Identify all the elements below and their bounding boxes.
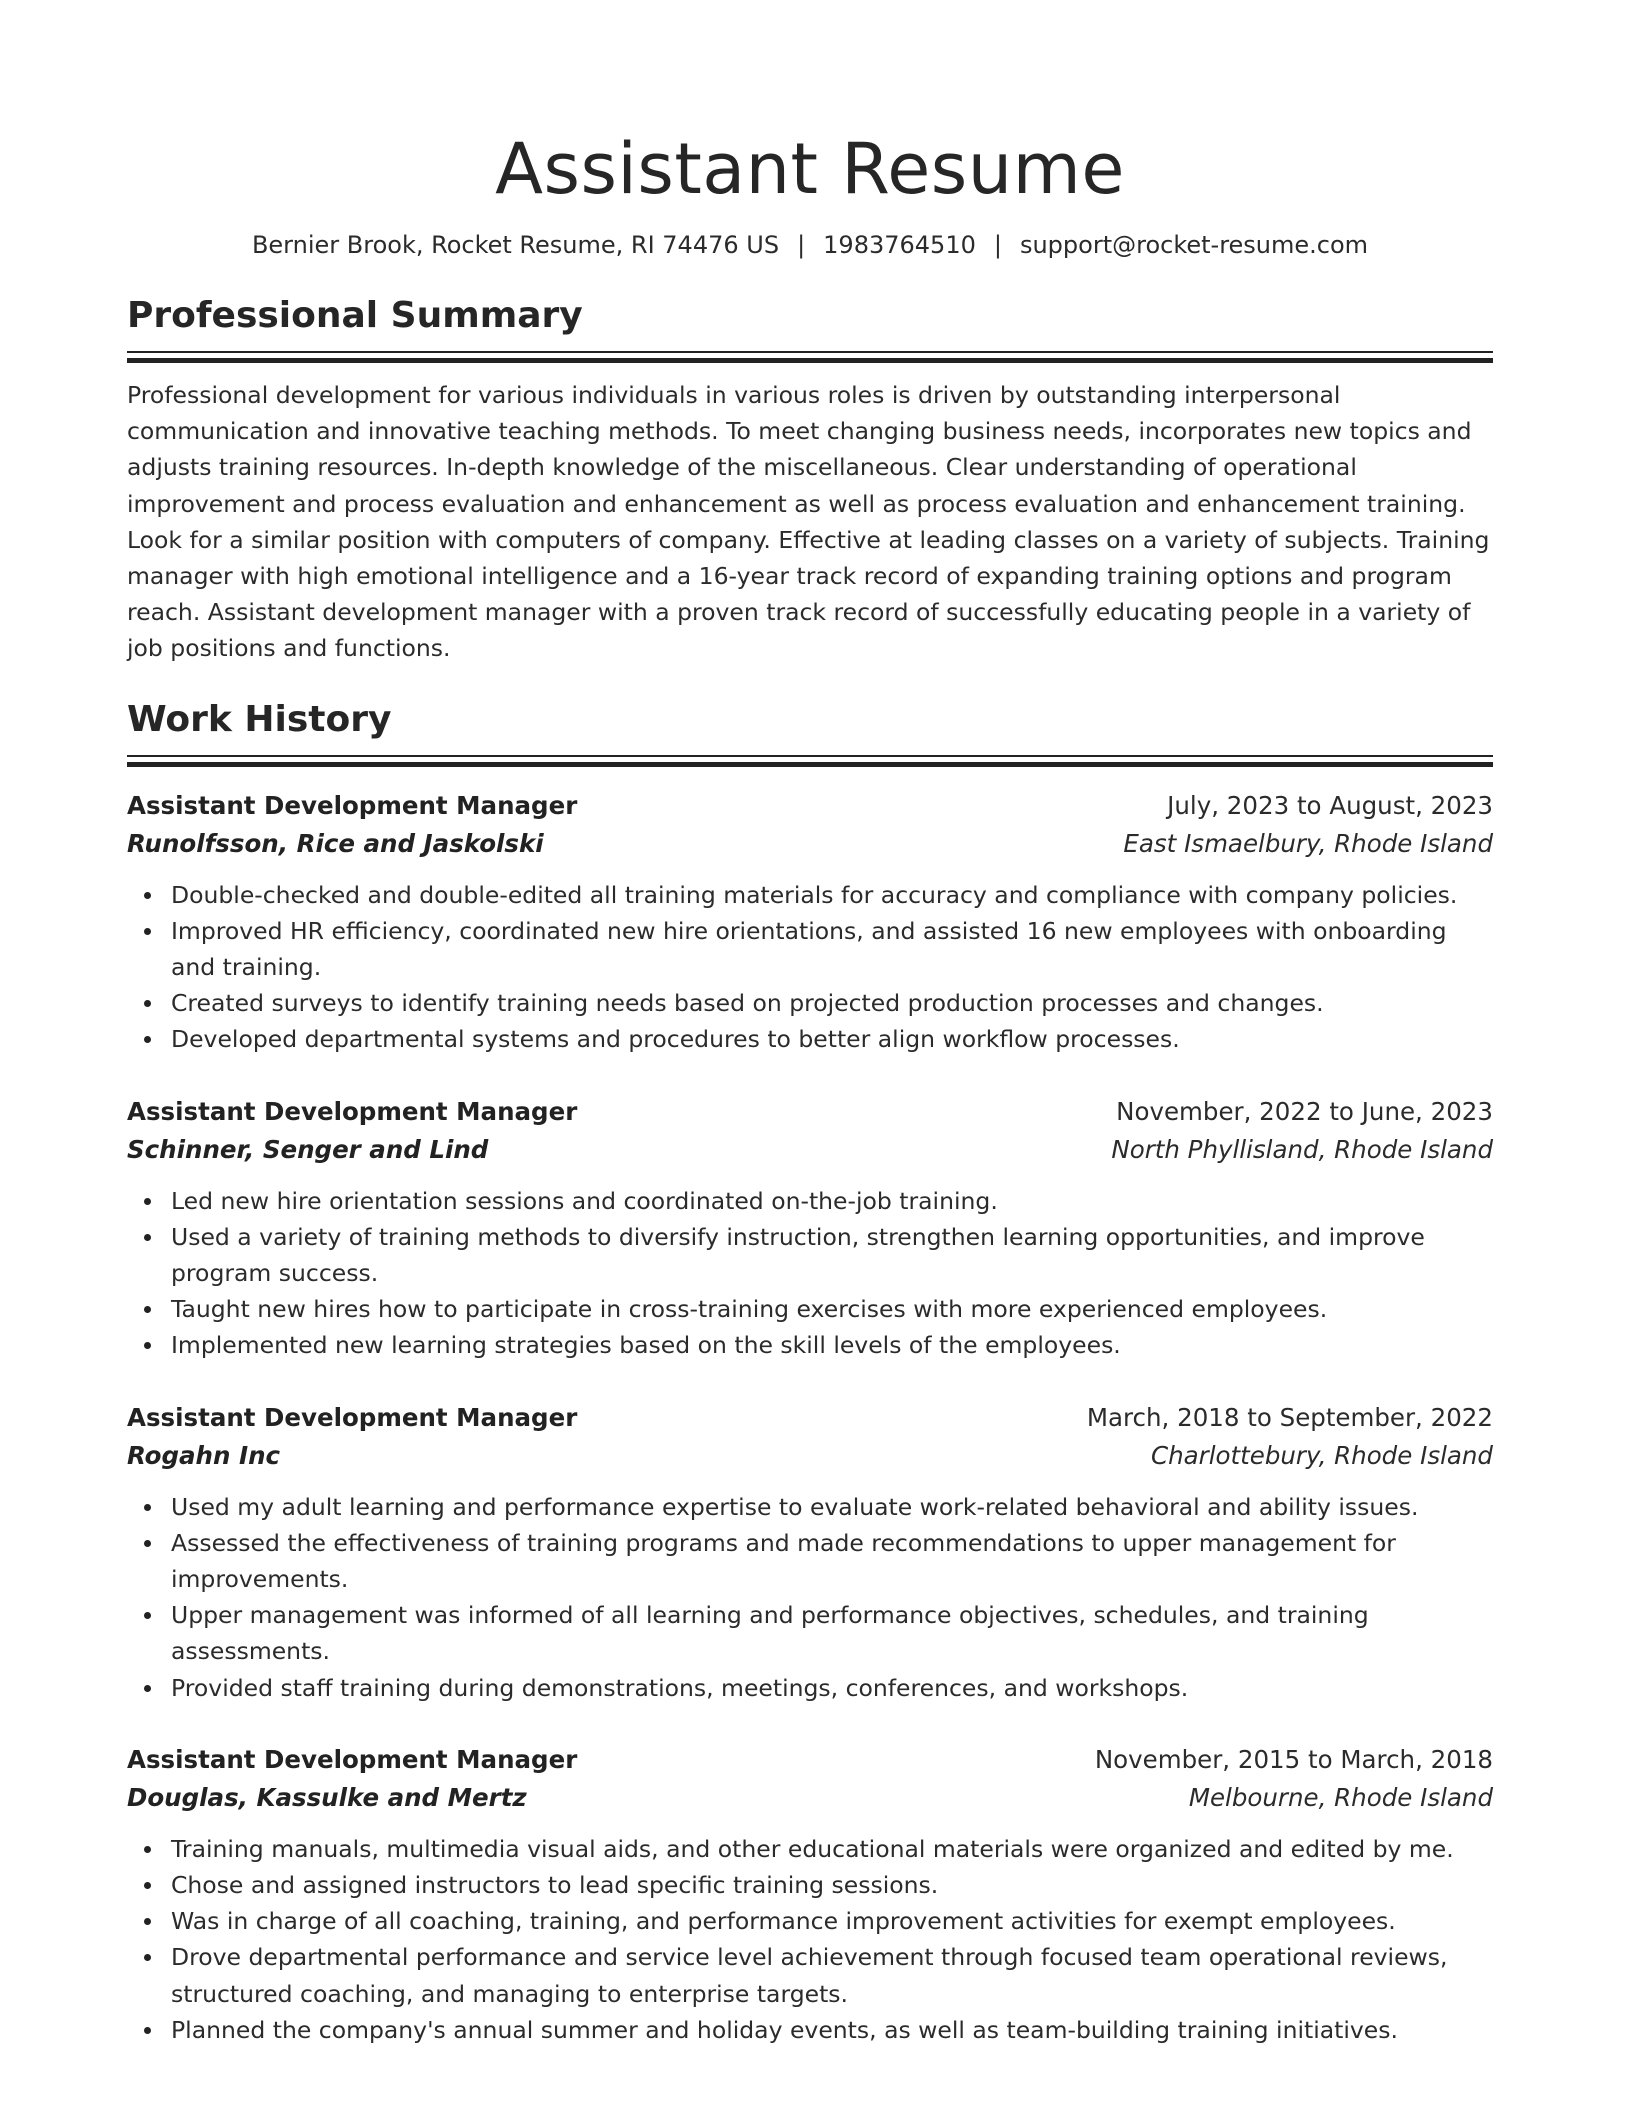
bullet-dot [144, 1882, 151, 1889]
job-subheader-row [127, 825, 1493, 863]
bullet-dot [144, 928, 151, 935]
bullet-dot [144, 1342, 151, 1349]
job-entry [127, 787, 1493, 1058]
job-bullet [127, 1831, 1493, 1867]
bullet-dot [144, 1198, 151, 1205]
job-bullet-text: Developed departmental systems and procedures to better align workflow processes. [171, 1025, 1180, 1054]
summary-paragraph: Professional development for various individuals in various roles is driven by outstanding interpersonal communication and innovative teaching methods. To meet changing business needs, incorporates new topics and adjusts training resources. In-depth knowledge of the miscellaneous. Clear understanding of operational improvement and process evaluation and enhancement as well as process evaluation and enhancement training. Look for a similar position with computers of company. Effective at leading classes on a variety of subjects. Training manager with high emotional intelligence and a 16-year track record of expanding training options and program reach. Assistant development manager with a proven track record of successfully educating people in a variety of job positions and functions. [127, 381, 1490, 663]
job-bullet-text: Training manuals, multimedia visual aids, and other educational materials were organized and edited by me. [171, 1834, 1454, 1863]
job-bullet [127, 1597, 1493, 1669]
resume-page [127, 0, 1493, 2048]
job-location: North Phyllisland, Rhode Island [1111, 1134, 1493, 1164]
job-bullets [127, 1489, 1493, 1706]
job-bullet [127, 1939, 1493, 2011]
job-location: Charlottebury, Rhode Island [1151, 1440, 1493, 1470]
job-title: Assistant Development Manager [127, 1744, 578, 1774]
job-bullet-text: Upper management was informed of all learning and performance objectives, schedules, and training assessments. [171, 1601, 1369, 1666]
job-bullet-text: Created surveys to identify training needs based on projected production processes and changes. [171, 989, 1324, 1018]
job-bullets [127, 1183, 1493, 1364]
professional-summary-section [127, 293, 1493, 667]
resume-name: Assistant Resume [495, 128, 1125, 210]
job-bullet-text: Was in charge of all coaching, training, and performance improvement activities for exempt employees. [171, 1907, 1396, 1936]
bullet-dot [144, 2027, 151, 2034]
job-subheader-row [127, 1779, 1493, 1817]
job-bullet [127, 913, 1493, 985]
job-bullet [127, 1670, 1493, 1706]
section-rule-thick [127, 358, 1493, 363]
job-dates: November, 2015 to March, 2018 [1094, 1744, 1493, 1774]
job-dates: March, 2018 to September, 2022 [1086, 1402, 1493, 1432]
job-header-row [127, 787, 1493, 825]
contact-email: support@rocket-resume.com [1019, 231, 1369, 259]
bullet-dot [144, 1685, 151, 1692]
job-bullet [127, 1021, 1493, 1057]
job-entry [127, 1093, 1493, 1364]
job-bullet [127, 1867, 1493, 1903]
job-bullet-text: Planned the company's annual summer and holiday events, as well as team-building training initiatives. [171, 2015, 1398, 2044]
section-title-summary: Professional Summary [127, 295, 583, 336]
job-location: East Ismaelbury, Rhode Island [1123, 828, 1493, 858]
job-header-row [127, 1093, 1493, 1131]
job-dates: November, 2022 to June, 2023 [1116, 1096, 1493, 1126]
job-dates: July, 2023 to August, 2023 [1167, 790, 1493, 820]
job-bullet [127, 1327, 1493, 1363]
bullet-dot [144, 1306, 151, 1313]
job-bullet [127, 1183, 1493, 1219]
contact-phone: 1983764510 [823, 231, 976, 259]
job-bullet [127, 1219, 1493, 1291]
bullet-dot [144, 1000, 151, 1007]
job-bullet-text: Provided staff training during demonstrations, meetings, conferences, and workshops. [171, 1673, 1189, 1702]
job-title: Assistant Development Manager [127, 1096, 578, 1126]
job-bullet [127, 1291, 1493, 1327]
bullet-dot [144, 1036, 151, 1043]
job-header-row [127, 1399, 1493, 1437]
job-bullet-text: Taught new hires how to participate in cross-training exercises with more experienced employees. [171, 1295, 1328, 1324]
job-bullet-text: Improved HR efficiency, coordinated new hire orientations, and assisted 16 new employees with onboarding and training. [171, 916, 1447, 982]
work-history-section [127, 697, 1493, 2048]
contact-address: Bernier Brook, Rocket Resume, RI 74476 US [251, 231, 780, 259]
job-bullet [127, 2012, 1493, 2048]
job-bullet-text: Used a variety of training methods to diversify instruction, strengthen learning opportunities, and improve program success. [171, 1222, 1425, 1288]
section-rule-thin [127, 755, 1493, 757]
job-bullet [127, 1489, 1493, 1525]
job-bullet-text: Chose and assigned instructors to lead specific training sessions. [171, 1871, 939, 1900]
job-company: Schinner, Senger and Lind [127, 1134, 489, 1164]
job-title: Assistant Development Manager [127, 790, 578, 820]
job-entry [127, 1399, 1493, 1706]
section-rule-thin [127, 351, 1493, 353]
bullet-dot [144, 1846, 151, 1853]
job-bullet [127, 1525, 1493, 1597]
job-title: Assistant Development Manager [127, 1402, 578, 1432]
section-rule-thick [127, 762, 1493, 767]
job-bullet-text: Drove departmental performance and service level achievement through focused team operational reviews, structured coaching, and managing to enterprise targets. [171, 1943, 1448, 2008]
contact-line [127, 229, 1493, 261]
bullet-dot [144, 892, 151, 899]
job-bullets [127, 1831, 1493, 2048]
job-bullet [127, 1903, 1493, 1939]
job-bullet-text: Assessed the effectiveness of training programs and made recommendations to upper management for improvements. [171, 1528, 1396, 1594]
job-subheader-row [127, 1437, 1493, 1475]
job-bullet-text: Implemented new learning strategies based on the skill levels of the employees. [171, 1331, 1121, 1360]
job-bullet [127, 985, 1493, 1021]
bullet-dot [144, 1954, 151, 1961]
job-header-row [127, 1741, 1493, 1779]
job-bullet-text: Led new hire orientation sessions and coordinated on-the-job training. [171, 1186, 998, 1215]
job-company: Douglas, Kassulke and Mertz [127, 1782, 527, 1812]
bullet-dot [144, 1612, 151, 1619]
job-bullet-text: Double-checked and double-edited all training materials for accuracy and compliance with company policies. [171, 880, 1458, 909]
job-location: Melbourne, Rhode Island [1188, 1782, 1493, 1812]
contact-separator: | [797, 231, 806, 259]
bullet-dot [144, 1234, 151, 1241]
contact-separator: | [993, 231, 1002, 259]
job-subheader-row [127, 1131, 1493, 1169]
job-company: Rogahn Inc [127, 1440, 281, 1470]
job-bullets [127, 877, 1493, 1058]
bullet-dot [144, 1918, 151, 1925]
job-bullet [127, 877, 1493, 913]
job-company: Runolfsson, Rice and Jaskolski [127, 828, 544, 858]
bullet-dot [144, 1540, 151, 1547]
bullet-dot [144, 1504, 151, 1511]
job-entry [127, 1741, 1493, 2048]
job-bullet-text: Used my adult learning and performance expertise to evaluate work-related behavioral and ability issues. [171, 1492, 1419, 1521]
section-title-work-history: Work History [127, 698, 392, 740]
